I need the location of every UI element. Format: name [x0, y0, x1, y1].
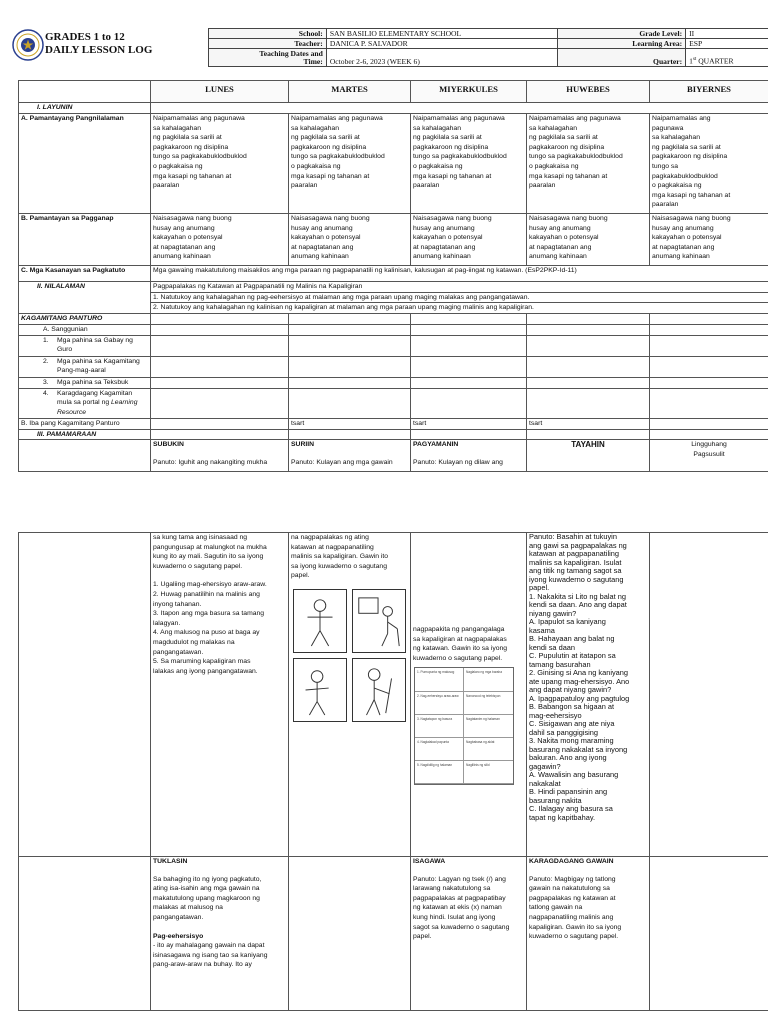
- grade-value: II: [686, 29, 768, 39]
- portal-cell-5: [650, 388, 768, 418]
- school-info-table: [208, 28, 768, 67]
- subukin-label: SUBUKIN: [153, 441, 184, 449]
- pagyamanin-checklist-image: [414, 667, 514, 785]
- checklist-entry: 4. Naglalakad papunta: [415, 738, 464, 761]
- subukin-item-list: [153, 580, 286, 676]
- isagawa-cell: [411, 857, 527, 1011]
- biyernes-page2-cell: [650, 533, 768, 857]
- checklist-entry: 2. Nag-eehersisyo araw-araw: [415, 692, 464, 715]
- procedure-label-cell: [19, 440, 151, 472]
- grade-label: Grade Level:: [558, 29, 686, 39]
- checklist-entry: 3. Nagtatapon ng basura: [415, 715, 464, 738]
- karagdagang-gawain-cell: [527, 857, 650, 1011]
- iba-pang-kagamitan-label: B. Iba pang Kagamitang Panturo: [19, 418, 151, 429]
- pamamaraan-heading: III. PAMAMARAAN: [19, 429, 151, 440]
- pangnilalaman-biyernes: Naipamamalas ang pagunawa sa kahalagahan ng pagkilala sa sarili at pagkakaroon ng disiplina tungo sa pagkakabuklodbuklod o pagkakaisa ng mga kasapi ng tahanan at paaralan: [650, 114, 768, 214]
- subukin-item: 5. Sa maruming kapaligiran mas lalakas ang iyong pangangatawan.: [153, 658, 258, 675]
- portal-cell-2: [289, 388, 411, 418]
- item-number: 3.: [43, 378, 49, 386]
- tsart-miyerkules: tsart: [411, 418, 527, 429]
- tuklasin-label: TUKLASIN: [153, 858, 188, 865]
- cleaning-illustration: [352, 589, 406, 653]
- learning-resource-text: Learning Resource: [57, 399, 138, 416]
- sanggunian-item-2: [19, 356, 151, 377]
- subukin-continued-cell: [151, 533, 289, 857]
- item-text: Mga pahina sa Gabay ng Guro: [57, 336, 133, 354]
- teacher-value: DANICA P. SALVADOR: [326, 39, 558, 49]
- portal-text: Karagdagang Kagamitan mula sa portal ng: [57, 389, 133, 407]
- kagamitang-cell-3: [411, 356, 527, 377]
- subukin-item: 2. Huwag panatilihin na malinis ang inyong tahanan.: [153, 590, 260, 608]
- title-line-log: DAILY LESSON LOG: [45, 44, 153, 56]
- pag-eehersisyo-text: - ito ay mahalagang gawain na dapat isinasagawa ng isang tao sa kaniyang pang-araw-araw na buhay. Ito ay: [153, 942, 268, 969]
- portal-cell-1: [151, 388, 289, 418]
- deped-seal-icon: [12, 29, 44, 61]
- pagganap-huwebes: Naisasagawa nang buong husay ang anumang kakayahan o potensyal at napagtatanan ang anumang kahinaan: [527, 214, 650, 266]
- day-header-miyerkules: MIYERKULES: [411, 81, 527, 103]
- dates-label-line1: Teaching Dates and: [259, 48, 323, 58]
- tayahin-cell: [527, 440, 650, 472]
- lesson-log-table-page2: [18, 532, 768, 1011]
- iba-cell-biyernes: [650, 418, 768, 429]
- sweeping-illustration: [352, 658, 406, 722]
- teksbuk-cell-1: [151, 377, 289, 388]
- isagawa-text: Panuto: Lagyan ng tsek (/) ang larawang nakatutulong sa pagpapalakas at pagpapatibay ng katawan at ekis (x) naman kung hindi. Isulat ang iyong sagot sa kuwaderno o sagutang papel.: [413, 875, 510, 941]
- pagganap-miyerkules: Naisasagawa nang buong husay ang anumang kakayahan o potensyal at napagtatanan ang anumang kahinaan: [411, 214, 527, 266]
- suriin-picture-grid: [293, 589, 408, 722]
- pagganap-lunes: Naisasagawa nang buong husay ang anumang kakayahan o potensyal at napagtatanan ang anumang kahinaan: [151, 214, 289, 266]
- checklist-entry: Naglalaro ng mga baraha: [464, 668, 513, 691]
- tsart-huwebes: tsart: [527, 418, 650, 429]
- quarter-word: QUARTER: [698, 57, 734, 66]
- page2-label-cell-2: [19, 857, 151, 1011]
- suriin-panuto: Panuto: Kulayan ang mga gawain: [291, 458, 393, 466]
- item-text: Mga pahina sa Teksbuk: [57, 378, 129, 386]
- pamantayang-pangnilalaman-label: A. Pamantayang Pangnilalaman: [19, 114, 151, 214]
- kasanayan-label: C. Mga Kasanayan sa Pagkatuto: [19, 266, 151, 282]
- kasanayan-text: Mga gawaing makatutulong maisakilos ang mga paraan ng pagpapanatili ng kalinisan, kalusugan at pag-iingat ng katawan. (EsP2PKP-Id-11): [151, 266, 768, 282]
- checklist-entry: 5. Nagdidilig ng halaman: [415, 761, 464, 784]
- kagamitang-cell-4: [527, 356, 650, 377]
- suriin-cell: [289, 440, 411, 472]
- dates-label-line2: Time:: [303, 56, 323, 66]
- sanggunian-cell-4: [527, 324, 650, 335]
- kagamitan-cell-4: [527, 313, 650, 324]
- pagganap-martes: Naisasagawa nang buong husay ang anumang kakayahan o potensyal at napagtatanan ang anumang kahinaan: [289, 214, 411, 266]
- gabay-cell-2: [289, 335, 411, 356]
- gabay-cell-1: [151, 335, 289, 356]
- subukin-cell: [151, 440, 289, 472]
- document-title: [45, 31, 152, 57]
- subukin-panuto: Panuto: Iguhit ang nakangiting mukha: [153, 458, 268, 466]
- karagdagang-gawain-text: Panuto: Magbigay ng tatlong gawain na nakatutulong sa pagpapalakas ng katawan at tatlong gawain na nagpapanatiling malinis ang kapaligiran. Gawin ito sa iyong kuwaderno o sagutang papel.: [529, 875, 622, 941]
- pamamaraan-cell-4: [527, 429, 650, 440]
- pangnilalaman-miyerkules: Naipamamalas ang pagunawa sa kahalagahan ng pagkilala sa sarili at pagkakaroon ng disiplina tungo sa pagkakabuklodbuklod o pagkakaisa ng mga kasapi ng tahanan at paaralan: [411, 114, 527, 214]
- tsart-martes: tsart: [289, 418, 411, 429]
- kagamitan-cell-2: [289, 313, 411, 324]
- layunin-empty: [151, 103, 768, 114]
- school-value: SAN BASILIO ELEMENTARY SCHOOL: [326, 29, 558, 39]
- checklist-entry: Nagtatanim ng halaman: [464, 715, 513, 738]
- suriin-instructions-cont: na nagpapalakas ng ating katawan at nagpapanatiling malinis sa kapaligiran. Gawin ito sa iyong kuwaderno o sagutang papel.: [291, 534, 389, 580]
- gabay-cell-5: [650, 335, 768, 356]
- quarter-label: Quarter:: [558, 49, 686, 67]
- pagyamanin-instructions-cont: nagpapakita ng pangangalaga sa kapaligiran at nagpapalakas ng katawan. Gawin ito sa iyong kuwaderno o sagutang papel.: [413, 626, 508, 662]
- subukin-item: 3. Itapon ang mga basura sa tamang lalagyan.: [153, 610, 265, 627]
- sanggunian-cell-5: [650, 324, 768, 335]
- pagyamanin-label: PAGYAMANIN: [413, 441, 459, 449]
- pamamaraan-cell-2: [289, 429, 411, 440]
- sanggunian-item-1: [19, 335, 151, 356]
- lesson-log-header: [12, 28, 768, 74]
- checklist-entry: Naglilinis ng silid: [464, 761, 513, 784]
- teksbuk-cell-4: [527, 377, 650, 388]
- kagamitan-cell-1: [151, 313, 289, 324]
- page2-label-cell: [19, 533, 151, 857]
- tuklasin-text: Sa bahaging ito ng iyong pagkatuto, ating isa-isahin ang mga gawain na makatutulong upang magkaroon ng malakas at malusog na pangangatawan.: [153, 875, 262, 921]
- item-number: 2.: [43, 357, 49, 365]
- pagganap-biyernes: Naisasagawa nang buong husay ang anumang kakayahan o potensyal at napagtatanan ang anumang kahinaan: [650, 214, 768, 266]
- item-text: [57, 389, 148, 418]
- dates-label: [209, 49, 327, 67]
- sanggunian-label: A. Sanggunian: [19, 324, 151, 335]
- pangnilalaman-huwebes: Naipamamalas ang pagunawa sa kahalagahan ng pagkilala sa sarili at pagkakaroon ng disiplina tungo sa pagkakabuklodbuklod o pagkakaisa ng mga kasapi ng tahanan at paaralan: [527, 114, 650, 214]
- item-text: Mga pahina sa Kagamitang Pang-mag-aaral: [57, 357, 140, 375]
- suriin-continued-cell: [289, 533, 411, 857]
- teksbuk-cell-5: [650, 377, 768, 388]
- subukin-item: 4. Ang malusog na puso at baga ay magdudulot ng malakas na pangangatawan.: [153, 629, 260, 656]
- kagamitang-panturo-heading: KAGAMITANG PANTURO: [19, 313, 151, 324]
- portal-cell-4: [527, 388, 650, 418]
- area-label: Learning Area:: [558, 39, 686, 49]
- kagamitang-cell-2: [289, 356, 411, 377]
- pagyamanin-panuto: Panuto: Kulayan ng dilaw ang: [413, 458, 503, 466]
- tayahin-quiz-text: Panuto: Basahin at tukuyin ang gawi sa pagpapalakas ng katawan at pagpapanatiling malinis sa kapaligiran. Isulat ang titik ng tamang sagot sa iyong kuwaderno o sagutang papel. 1. Nakakita si Lito ng balat ng kendi sa daan. Ano ang dapat niyang gawin? A. Ipapulot sa kaniyang kasama B. Hahayaan ang balat ng kendi sa daan C. Pupulutin at itatapon sa tamang basurahan 2. Ginising si Ana ng kaniyang ate upang mag-ehersisyo. Ano ang dapat niyang gawin? A. Ipagpapatuloy ang pagtulog B. Babangon sa higaan at mag-eehersisyo C. Sisigawan ang ate niya dahil sa panggigising 3. Nakita mong maraming basurang nakakalat sa inyong bakuran. Ano ang iyong gagawin? A. Wawalisin ang basurang nakakalat B. Hindi papansinin ang basurang nakita C. Ilalagay ang basura sa tapat ng kapitbahay.: [529, 532, 630, 822]
- lingguhan-cell: [650, 440, 768, 472]
- area-value: ESP: [686, 39, 768, 49]
- iba-cell-lunes: [151, 418, 289, 429]
- tayahin-label: TAYAHIN: [571, 440, 605, 450]
- kagamitang-cell-5: [650, 356, 768, 377]
- pag-eehersisyo-label: Pag-eehersisyo: [153, 932, 204, 940]
- day-header-biyernes: BIYERNES: [650, 81, 768, 103]
- day-header-lunes: LUNES: [151, 81, 289, 103]
- nilalaman-topic: Pagpapalakas ng Katawan at Pagpapanatili ng Malinis na Kapaligiran: [151, 282, 768, 293]
- item-number: 1.: [43, 336, 49, 344]
- suriin-label: SURIIN: [291, 441, 315, 449]
- sanggunian-cell-3: [411, 324, 527, 335]
- exercise-illustration: [293, 589, 347, 653]
- lesson-log-table-page1: [18, 80, 768, 472]
- kagamitan-cell-3: [411, 313, 527, 324]
- teksbuk-cell-3: [411, 377, 527, 388]
- layunin-heading: I. LAYUNIN: [19, 103, 151, 114]
- checklist-entry: 1. Pumupunta ng malusog: [415, 668, 464, 691]
- pamamaraan-cell-1: [151, 429, 289, 440]
- nilalaman-objective-1: 1. Natutukoy ang kahalagahan ng pag-eehersisyo at malaman ang mga paraan upang maging malakas ang pangangatawan.: [151, 292, 768, 303]
- dates-value: October 2-6, 2023 (WEEK 6): [326, 49, 558, 67]
- day-header-huwebes: HUWEBES: [527, 81, 650, 103]
- tuklasin-cell: [151, 857, 289, 1011]
- karagdagang-gawain-label: KARAGDAGANG GAWAIN: [529, 858, 614, 865]
- sanggunian-cell-2: [289, 324, 411, 335]
- kagamitan-cell-5: [650, 313, 768, 324]
- pamamaraan-cell-3: [411, 429, 527, 440]
- kagamitang-cell-1: [151, 356, 289, 377]
- pamantayan-sa-pagganap-label: B. Pamantayan sa Pagganap: [19, 214, 151, 266]
- title-line-grades: GRADES 1 to 12: [45, 31, 125, 43]
- quarter-value: [686, 49, 768, 67]
- sanggunian-cell-1: [151, 324, 289, 335]
- checklist-entry: Nanonood ng telebisyon: [464, 692, 513, 715]
- day-header-martes: MARTES: [289, 81, 411, 103]
- teksbuk-cell-2: [289, 377, 411, 388]
- item-number: 4.: [43, 389, 49, 397]
- pagyamanin-cell: [411, 440, 527, 472]
- sanggunian-item-4: [19, 388, 151, 418]
- gabay-cell-4: [527, 335, 650, 356]
- corner-cell: [19, 81, 151, 103]
- isagawa-label: ISAGAWA: [413, 858, 446, 865]
- teacher-label: Teacher:: [209, 39, 327, 49]
- gabay-cell-3: [411, 335, 527, 356]
- quarter-number: 1: [689, 57, 693, 66]
- martes-page2-cell-2: [289, 857, 411, 1011]
- tayahin-continued-cell: [527, 533, 650, 857]
- nilalaman-objective-2: 2. Natutukoy ang kahalagahan ng kalinisan ng kapaligiran at malaman ang mga paraan upang maging malinis ang kapaligiran.: [151, 303, 768, 314]
- subukin-instructions-cont: sa kung tama ang isinasaad ng pangungusap at malungkot na mukha kung ito ay mali. Sagutin ito sa iyong kuwaderno o sagutang papel.: [153, 534, 267, 570]
- subukin-item: 1. Ugaliing mag-ehersisyo araw-araw.: [153, 581, 267, 589]
- child-illustration: [293, 658, 347, 722]
- pagyamanin-continued-cell: [411, 533, 527, 857]
- pamamaraan-cell-5: [650, 429, 768, 440]
- quarter-suffix: st: [692, 57, 697, 63]
- nilalaman-heading: II. NILALAMAN: [19, 282, 151, 314]
- portal-cell-3: [411, 388, 527, 418]
- lingguhang-pagsusulit-label: Lingguhang Pagsusulit: [691, 441, 727, 458]
- sanggunian-item-3: [19, 377, 151, 388]
- checklist-entry: Nagbabasa ng aklat: [464, 738, 513, 761]
- school-label: School:: [209, 29, 327, 39]
- pangnilalaman-martes: Naipamamalas ang pagunawa sa kahalagahan ng pagkilala sa sarili at pagkakaroon ng disiplina tungo sa pagkakabuklodbuklod o pagkakaisa ng mga kasapi ng tahanan at paaralan: [289, 114, 411, 214]
- biyernes-page2-cell-2: [650, 857, 768, 1011]
- pangnilalaman-lunes: Naipamamalas ang pagunawa sa kahalagahan ng pagkilala sa sarili at pagkakaroon ng disiplina tungo sa pagkakabuklodbuklod o pagkakaisa ng mga kasapi ng tahanan at paaralan: [151, 114, 289, 214]
